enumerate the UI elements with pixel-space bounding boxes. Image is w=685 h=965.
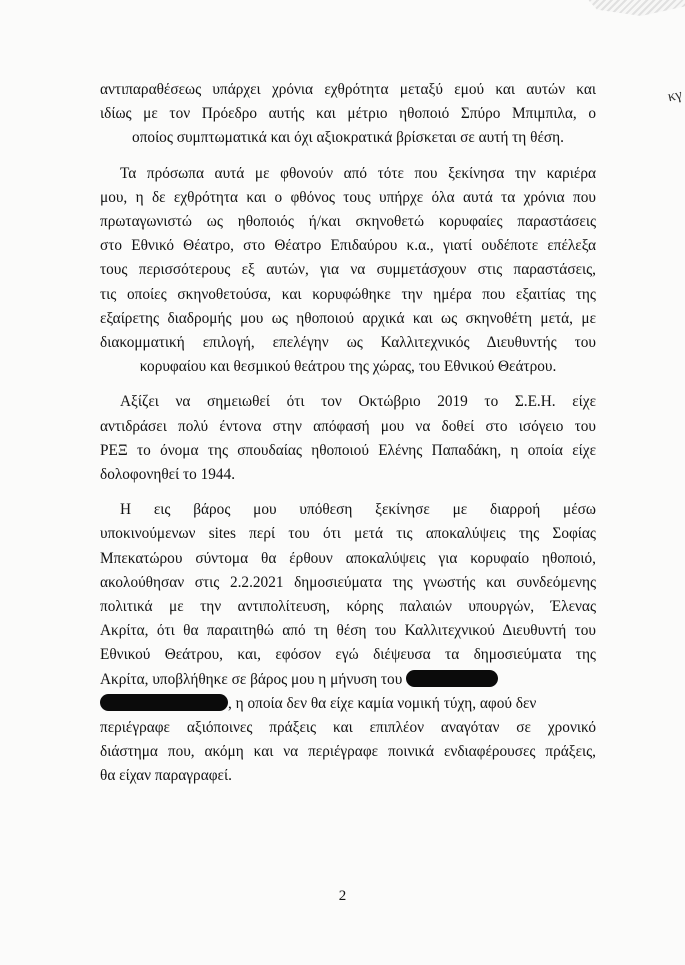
text-line: Μπεκατώρου σύντομα θα έρθουν αποκαλύψεις για κορυφαίο ηθοποιό, [100, 549, 596, 567]
text-line: υποκινούμενων sites περί του ότι μετά τις αποκαλύψεις της Σοφίας [100, 525, 596, 543]
paragraph-1 [100, 78, 596, 151]
text-line: πολιτικά με την αντιπολίτευση, κόρης παλαιών υπουργών, Έλενας [100, 598, 596, 616]
text-line: ακολούθησαν στις 2.2.2021 δημοσιεύματα της γνωστής και συνδεόμενης [100, 573, 596, 591]
paragraph-2 [100, 162, 596, 380]
document-body [100, 78, 596, 800]
text-line: διάστημα που, ακόμη και να περιέγραφε ποινικά ενδιαφέρουσες πράξεις, [100, 743, 596, 761]
text-line: εξαίρετης διαδρομής μου ως ηθοποιού αρχικά και ως σκηνοθέτη μετά, με [100, 309, 596, 327]
text-line: Τα πρόσωπα αυτά με φθονούν από τότε που ξεκίνησα την καριέρα [120, 164, 596, 182]
text-line-with-redaction [100, 692, 596, 716]
text-line: Εθνικού Θεάτρου, και, εφόσον εγώ διέψευσα τα δημοσιεύματα της [100, 646, 596, 664]
paragraph-4 [100, 498, 596, 788]
text-line: θα είχαν παραγραφεί. [100, 767, 232, 785]
text-line: τους περισσότερους εξ αυτών, για να συμμετάσχουν στις παραστάσεις, [100, 261, 596, 279]
text-line: Ακρίτα, ότι θα παραιτηθώ από τη θέση του Καλλιτεχνικού Διευθυντή του [100, 622, 596, 640]
text-line: Η εις βάρος μου υπόθεση ξεκίνησε με διαρροή μέσω [120, 501, 596, 519]
page-number: 2 [338, 888, 347, 904]
redaction-bar [406, 670, 498, 687]
text-line: κορυφαίου και θεσμικού θεάτρου της χώρας, του Εθνικού Θεάτρου. [139, 358, 557, 376]
text-line: ΡΕΞ το όνομα της σπουδαίας ηθοποιού Ελένης Παπαδάκη, η οποία είχε [100, 441, 596, 459]
text-segment: Ακρίτα, υποβλήθηκε σε βάρος μου η μήνυση του [100, 670, 403, 688]
text-line: τις οποίες σκηνοθετούσα, και κορυφώθηκε την ημέρα που εξαιτίας της [100, 285, 596, 303]
text-line: διακομματική επιλογή, επελέγην ως Καλλιτεχνικός Διευθυντής του [100, 334, 596, 352]
text-line: δολοφονηθεί το 1944. [100, 466, 236, 484]
text-line: οποίος συμπτωματικά και όχι αξιοκρατικά βρίσκεται σε αυτή τη θέση. [132, 129, 564, 147]
text-line: αντιδράσει πολύ έντονα στην απόφασή μου να δοθεί στο ισόγειο του [100, 417, 596, 435]
text-line: μου, η δε εχθρότητα και ο φθόνος τους υπήρχε όλα αυτά τα χρόνια που [100, 188, 596, 206]
text-line: αντιπαραθέσεως υπάρχει χρόνια εχθρότητα μεταξύ εμού και αυτών και [100, 81, 596, 98]
text-line-with-redaction [100, 668, 596, 692]
margin-note: κγ [666, 86, 684, 106]
paragraph-3 [100, 390, 596, 487]
text-line: στο Εθνικό Θέατρο, στο Θέατρο Επιδαύρου κ.α., γιατί ουδέποτε επέλεξα [100, 237, 596, 255]
text-line: Αξίζει να σημειωθεί ότι τον Οκτώβριο 2019 το Σ.Ε.Η. είχε [120, 393, 596, 411]
redaction-bar [100, 694, 228, 711]
text-line: ιδίως με τον Πρόεδρο αυτής και μέτριο ηθοποιό Σπύρο Μπιμπιλα, ο [100, 105, 596, 123]
text-line: περιέγραφε αξιόποινες πράξεις και επιπλέον αναγόταν σε χρονικό [100, 719, 596, 737]
text-line: πρωταγωνιστώ ως ηθοποιός ή/και σκηνοθετώ κορυφαίες παραστάσεις [100, 213, 596, 231]
text-segment: , η οποία δεν θα είχε καμία νομική τύχη, αφού δεν [228, 694, 537, 712]
